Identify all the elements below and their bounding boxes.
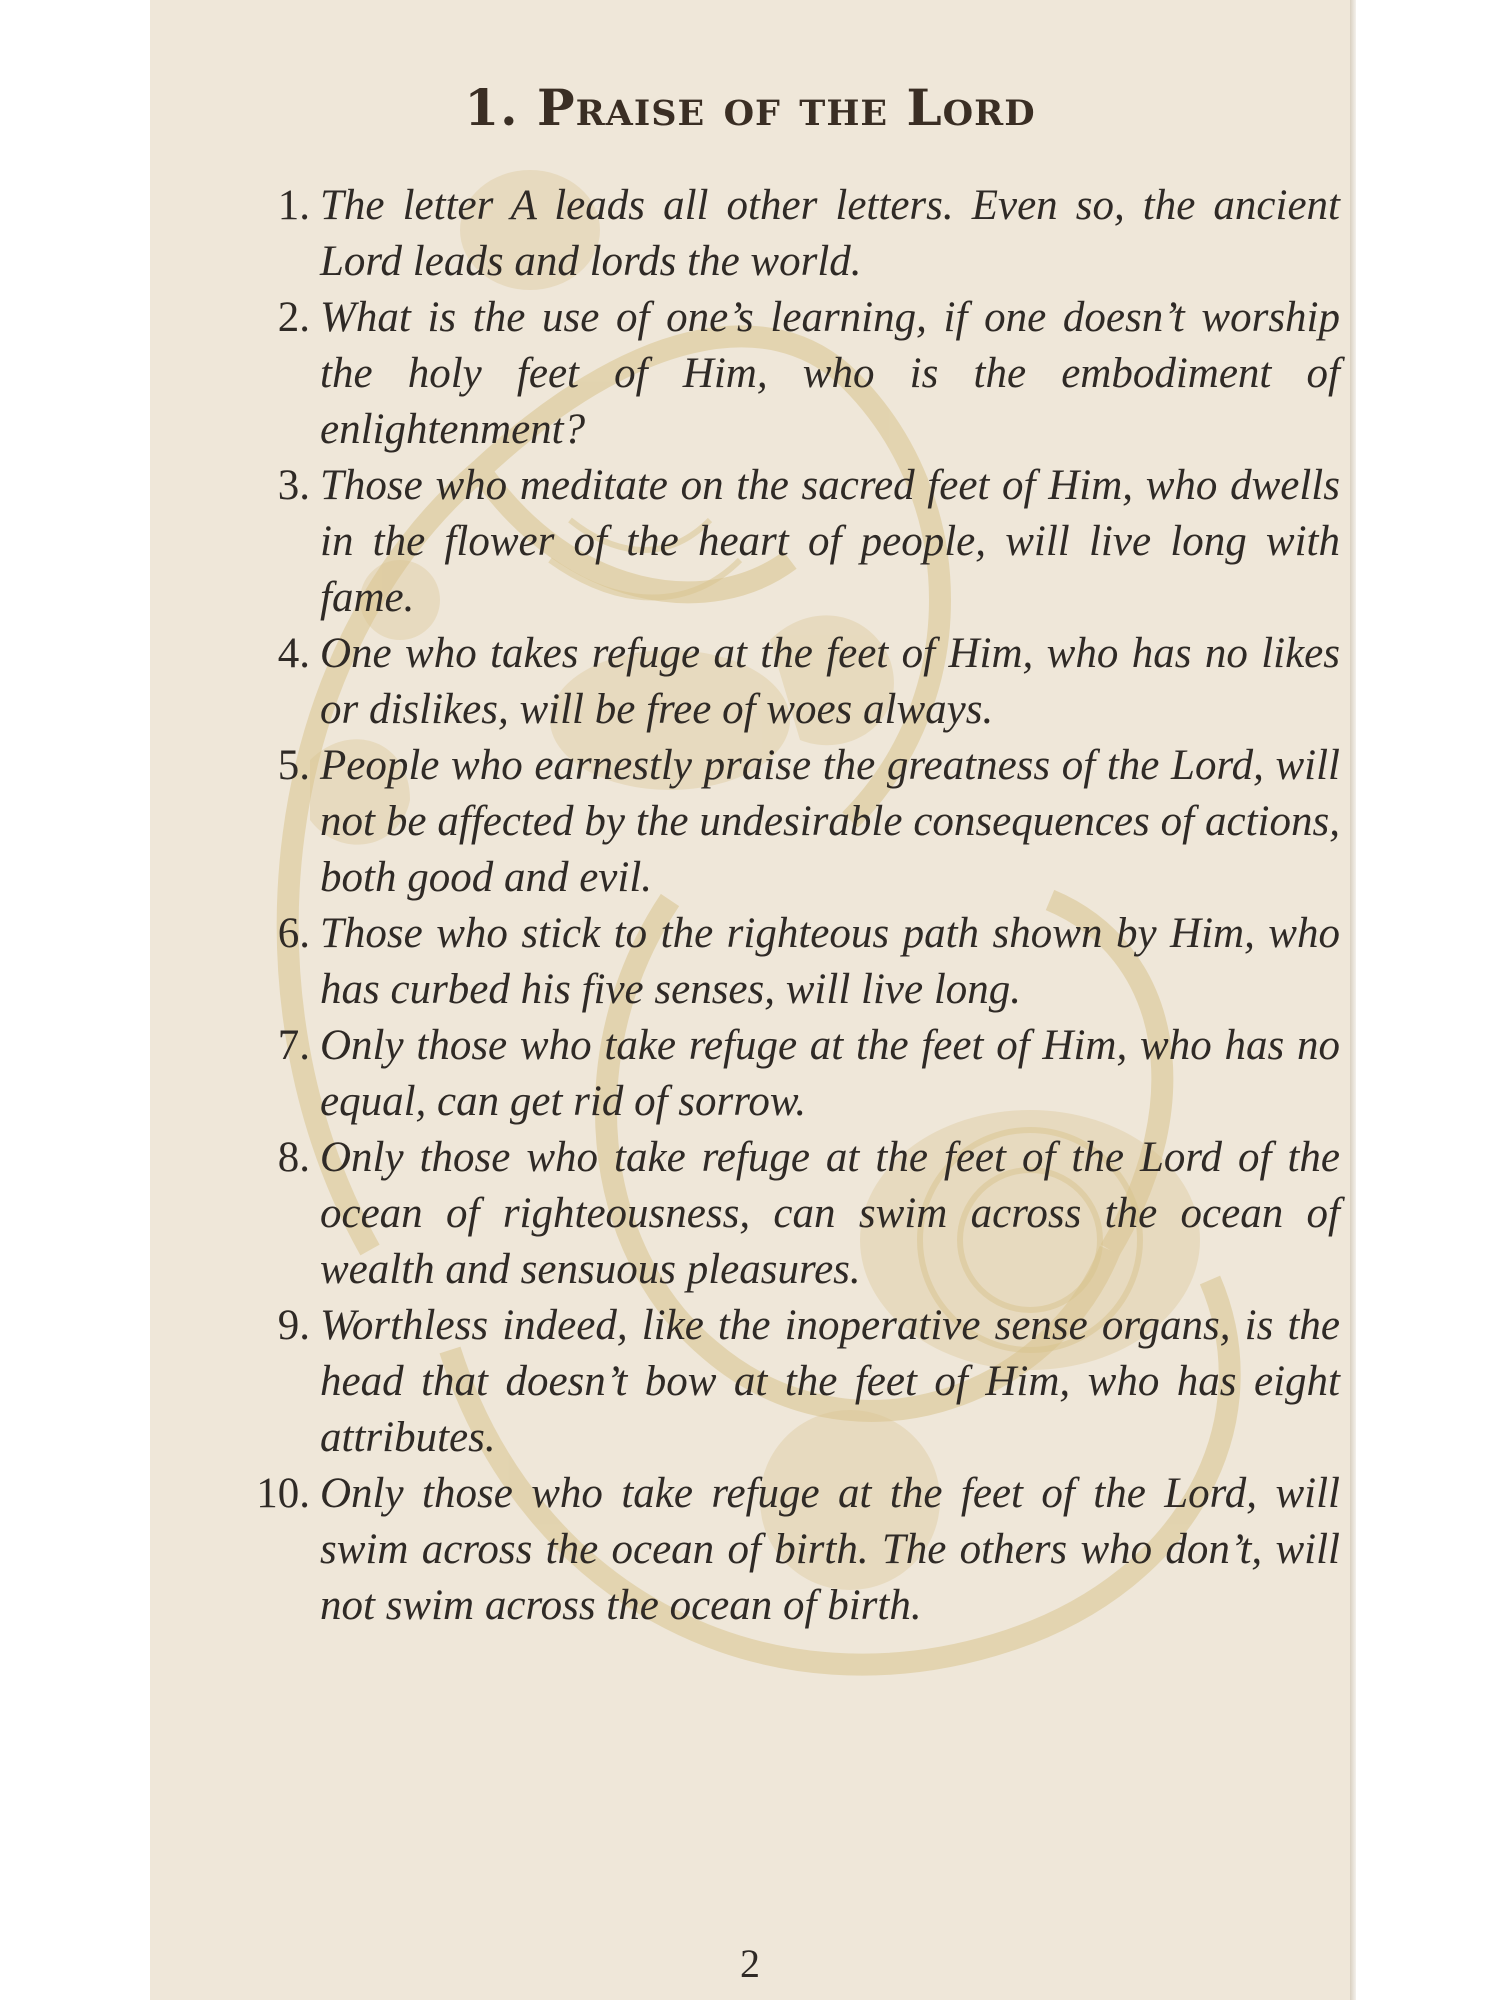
verse-item bbox=[210, 1130, 1340, 1298]
page-number: 2 bbox=[740, 1941, 760, 1986]
verse-item bbox=[210, 626, 1340, 738]
page-gutter bbox=[1350, 0, 1356, 2000]
verse-text: People who earnestly praise the greatness of the Lord, will not be affected by the undesirable consequences of actions, both good and evil. bbox=[320, 742, 1340, 901]
verse-item bbox=[210, 458, 1340, 626]
verse-text: Those who stick to the righteous path shown by Him, who has curbed his five senses, will live long. bbox=[320, 910, 1340, 1013]
book-page bbox=[150, 0, 1350, 2000]
verse-number: 10. bbox=[256, 1470, 310, 1517]
verse-number: 2. bbox=[277, 294, 310, 341]
verse-text: Only those who take refuge at the feet of the Lord, will swim across the ocean of birth. The others who don’t, will not swim across the ocean of birth. bbox=[320, 1470, 1340, 1629]
verse-number: 1. bbox=[277, 182, 310, 229]
verse-text: One who takes refuge at the feet of Him, who has no likes or dislikes, will be free of woes always. bbox=[320, 630, 1340, 733]
verse-text: Only those who take refuge at the feet of Him, who has no equal, can get rid of sorrow. bbox=[320, 1022, 1340, 1125]
verse-number: 3. bbox=[277, 462, 310, 509]
chapter-title: 1. Praise of the Lord bbox=[464, 78, 1036, 137]
verse-item bbox=[210, 906, 1340, 1018]
verse-item bbox=[210, 290, 1340, 458]
verse-number: 4. bbox=[277, 630, 310, 677]
verse-item bbox=[210, 1466, 1340, 1634]
verse-text: Those who meditate on the sacred feet of Him, who dwells in the flower of the heart of people, will live long with fame. bbox=[320, 462, 1340, 621]
verse-list bbox=[210, 178, 1340, 1634]
verse-number: 8. bbox=[277, 1134, 310, 1181]
verse-number: 6. bbox=[277, 910, 310, 957]
verse-item bbox=[210, 738, 1340, 906]
verse-number: 7. bbox=[277, 1022, 310, 1069]
verse-text: The letter A leads all other letters. Even so, the ancient Lord leads and lords the world. bbox=[320, 182, 1340, 285]
verse-number: 9. bbox=[277, 1302, 310, 1349]
verse-item bbox=[210, 178, 1340, 290]
verse-text: What is the use of one’s learning, if one doesn’t worship the holy feet of Him, who is the embodiment of enlightenment? bbox=[320, 294, 1340, 453]
verse-item bbox=[210, 1018, 1340, 1130]
verse-item bbox=[210, 1298, 1340, 1466]
verse-number: 5. bbox=[277, 742, 310, 789]
verse-text: Only those who take refuge at the feet of the Lord of the ocean of righteousness, can swim across the ocean of wealth and sensuous pleasures. bbox=[320, 1134, 1340, 1293]
verse-text: Worthless indeed, like the inoperative sense organs, is the head that doesn’t bow at the feet of Him, who has eight attributes. bbox=[320, 1302, 1340, 1461]
